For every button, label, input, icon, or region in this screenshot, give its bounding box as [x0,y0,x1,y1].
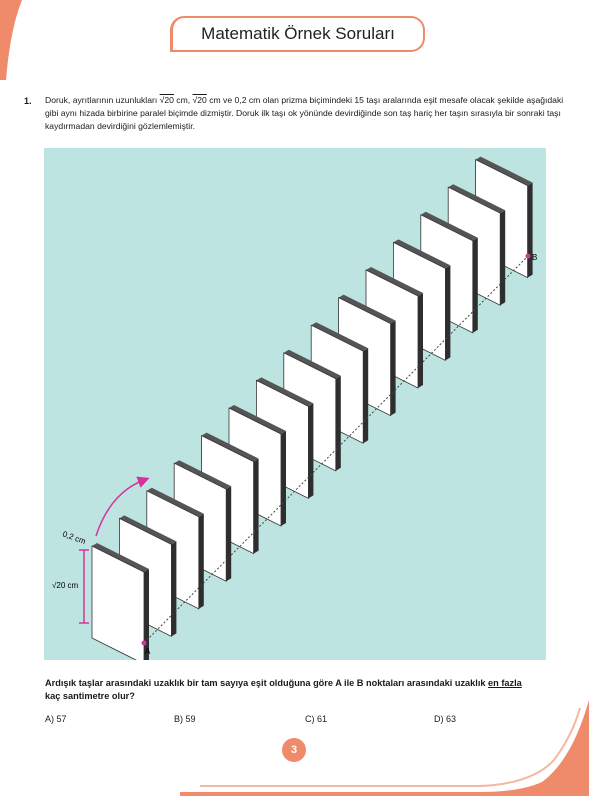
domino-stone-side [281,431,286,526]
page-title: Matematik Örnek Soruları [201,24,395,43]
question-stem [45,677,575,703]
domino-stone-side [336,376,341,471]
corner-decoration-top-left [0,0,30,80]
domino-figure [44,148,546,660]
sqrt-expression: √20 [192,95,207,105]
question-number: 1. [24,96,32,106]
domino-illustration [44,148,546,660]
page-title-box [170,16,425,52]
domino-stone-side [308,403,313,498]
domino-stone-side [171,541,176,636]
height-label: √20 cm [52,581,79,590]
point-a-label: A [145,647,151,656]
choice-d[interactable]: D) 63 [434,714,457,724]
question-text [45,94,575,133]
page-number: 3 [290,744,298,756]
thickness-label: 0,2 cm [61,529,87,547]
domino-stone-side [226,486,231,581]
sqrt-expression: √20 [159,95,174,105]
point-a-marker [142,641,147,646]
question-text-part: cm ve 0,2 cm olan prizma biçimindeki 15 taşı aralarında eşit mesafe olacak şekilde aşağıdaki gibi aynı hizada birbirine paralel biçimde dizmiştir. Doruk ilk taşı ok yönünde devirdiğinde son taş hariç her taşın sırasıyla bir sonraki taşı kaydırmadan devirdiğini gözlemlemiştir. [45,95,564,131]
page-number-badge [282,738,306,762]
choice-b[interactable]: B) 59 [174,714,196,724]
domino-stone-side [473,238,478,333]
domino-stone-side [528,183,533,278]
domino-stone-side [254,459,259,554]
domino-stone-side [363,348,368,443]
stem-text-end: kaç santimetre olur? [45,691,135,701]
stem-emphasis: en fazla [488,678,522,688]
domino-stone-side [445,265,450,360]
choice-c[interactable]: C) 61 [305,714,328,724]
point-b-marker [526,254,531,259]
domino-stone-side [391,321,396,416]
question-text-part: Doruk, ayrıtlarının uzunlukları [45,95,160,105]
corner-decoration-bottom-right [180,700,589,796]
domino-stone-side [199,514,204,609]
choice-a[interactable]: A) 57 [45,714,67,724]
domino-stone-side [418,293,423,388]
question-text-part: cm, [173,95,193,105]
domino-stone-side [500,210,505,305]
stem-text: Ardışık taşlar arasındaki uzaklık bir tam sayıya eşit olduğuna göre A ile B noktaları arasındaki uzaklık [45,678,489,688]
point-b-label: B [532,253,538,262]
